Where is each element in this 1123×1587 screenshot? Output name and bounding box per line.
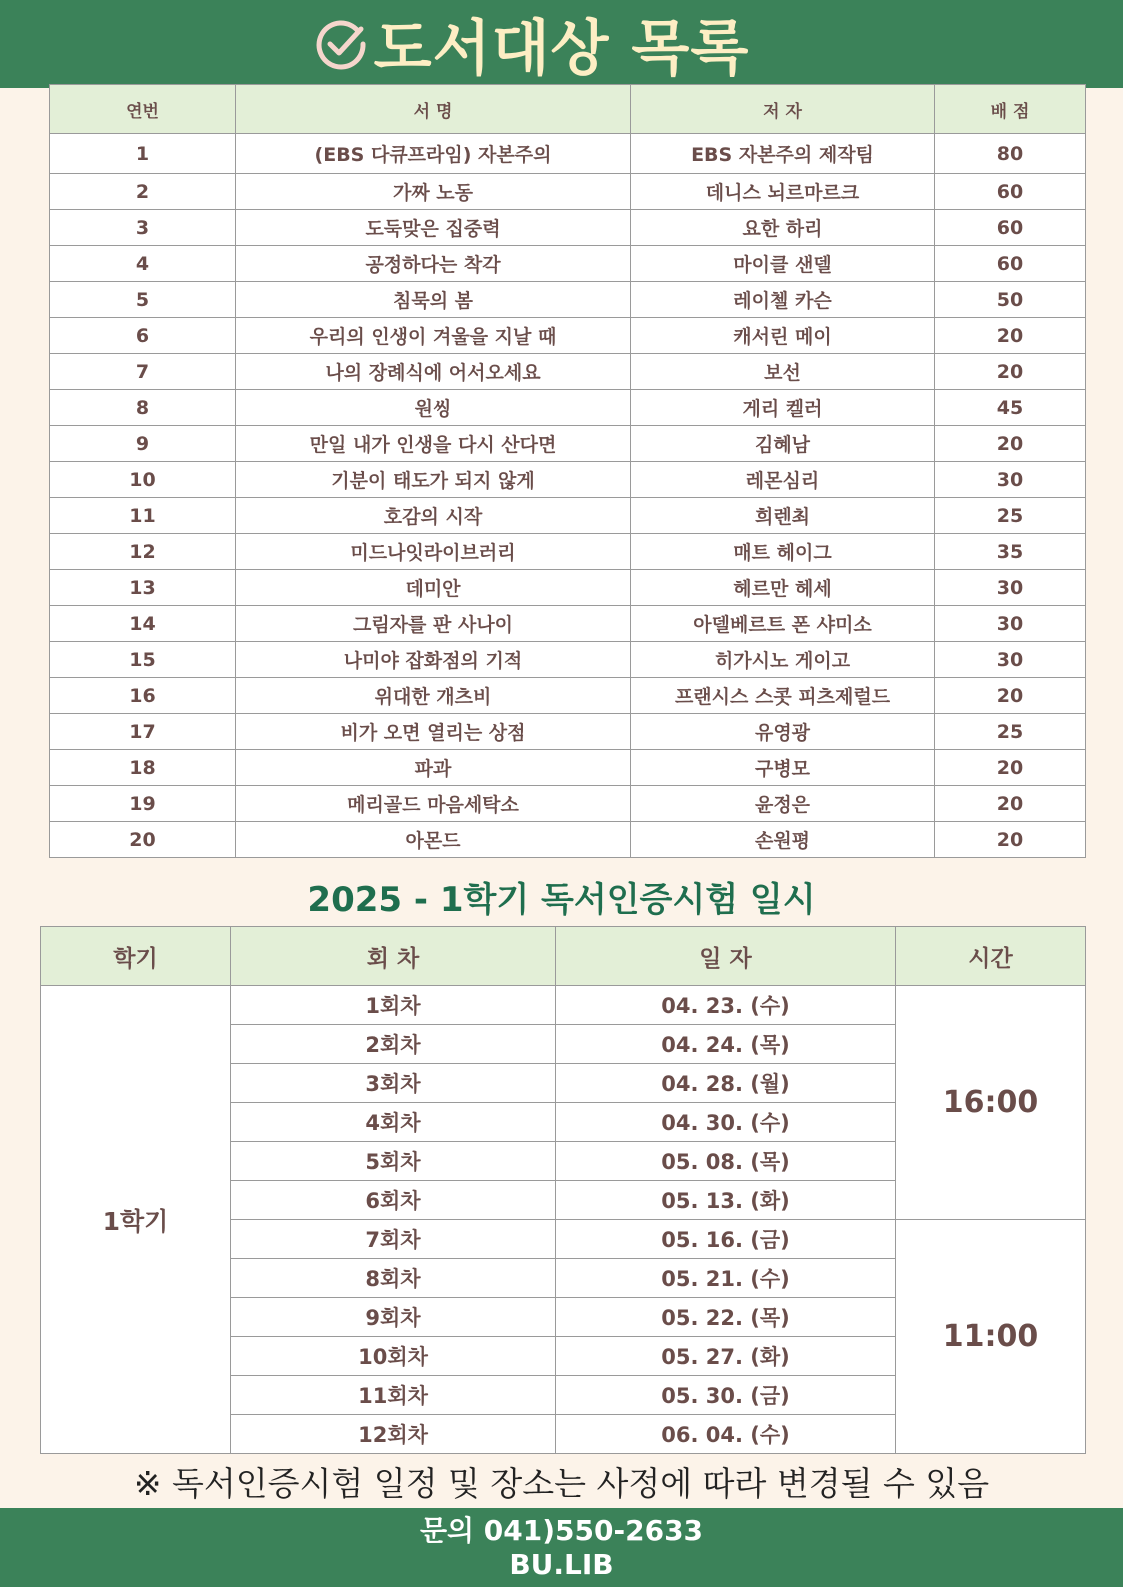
book-no: 4 bbox=[50, 246, 236, 282]
book-score: 20 bbox=[935, 426, 1086, 462]
book-author: EBS 자본주의 제작팀 bbox=[631, 134, 935, 174]
book-author: 손원평 bbox=[631, 822, 935, 858]
table-row bbox=[50, 390, 1086, 426]
exam-date: 05. 21. (수) bbox=[556, 1259, 896, 1298]
exam-round: 3회차 bbox=[231, 1064, 556, 1103]
exam-date: 05. 13. (화) bbox=[556, 1181, 896, 1220]
table-row bbox=[50, 174, 1086, 210]
exam-date: 05. 22. (목) bbox=[556, 1298, 896, 1337]
contact-phone: 문의 041)550-2633 bbox=[419, 1513, 704, 1547]
library-name: BU.LIB bbox=[509, 1547, 614, 1581]
book-score: 20 bbox=[935, 354, 1086, 390]
book-score: 20 bbox=[935, 786, 1086, 822]
exam-date: 05. 16. (금) bbox=[556, 1220, 896, 1259]
book-title: 침묵의 봄 bbox=[236, 282, 631, 318]
book-author: 레몬심리 bbox=[631, 462, 935, 498]
book-author: 헤르만 헤세 bbox=[631, 570, 935, 606]
book-no: 11 bbox=[50, 498, 236, 534]
book-title: 위대한 개츠비 bbox=[236, 678, 631, 714]
column-header-title: 서 명 bbox=[236, 85, 631, 134]
book-score: 30 bbox=[935, 570, 1086, 606]
book-no: 6 bbox=[50, 318, 236, 354]
book-no: 9 bbox=[50, 426, 236, 462]
table-row bbox=[50, 426, 1086, 462]
header-banner bbox=[0, 0, 1123, 88]
column-header-date: 일 자 bbox=[556, 927, 896, 986]
book-score: 25 bbox=[935, 714, 1086, 750]
book-no: 13 bbox=[50, 570, 236, 606]
book-author: 매트 헤이그 bbox=[631, 534, 935, 570]
exam-round: 11회차 bbox=[231, 1376, 556, 1415]
exam-round: 1회차 bbox=[231, 986, 556, 1025]
table-row bbox=[50, 678, 1086, 714]
table-row bbox=[50, 606, 1086, 642]
book-no: 18 bbox=[50, 750, 236, 786]
book-score: 20 bbox=[935, 750, 1086, 786]
book-score: 50 bbox=[935, 282, 1086, 318]
book-score: 20 bbox=[935, 318, 1086, 354]
book-author: 유영광 bbox=[631, 714, 935, 750]
column-header-no: 연번 bbox=[50, 85, 236, 134]
book-score: 60 bbox=[935, 210, 1086, 246]
schedule-notice: ※ 독서인증시험 일정 및 장소는 사정에 따라 변경될 수 있음 bbox=[133, 1464, 990, 1503]
book-title: 호감의 시작 bbox=[236, 498, 631, 534]
book-no: 16 bbox=[50, 678, 236, 714]
book-author: 김혜남 bbox=[631, 426, 935, 462]
column-header-score: 배 점 bbox=[935, 85, 1086, 134]
book-author: 레이첼 카슨 bbox=[631, 282, 935, 318]
book-author: 희렌최 bbox=[631, 498, 935, 534]
exam-round: 2회차 bbox=[231, 1025, 556, 1064]
exam-date: 05. 27. (화) bbox=[556, 1337, 896, 1376]
book-no: 3 bbox=[50, 210, 236, 246]
table-row bbox=[50, 134, 1086, 174]
book-score: 20 bbox=[935, 822, 1086, 858]
book-title: (EBS 다큐프라임) 자본주의 bbox=[236, 134, 631, 174]
exam-round: 4회차 bbox=[231, 1103, 556, 1142]
exam-round: 12회차 bbox=[231, 1415, 556, 1454]
book-author: 윤정은 bbox=[631, 786, 935, 822]
exam-time: 16:00 bbox=[896, 986, 1086, 1220]
book-list-table bbox=[49, 84, 1086, 858]
book-score: 25 bbox=[935, 498, 1086, 534]
semester-cell: 1학기 bbox=[41, 986, 231, 1454]
exam-round: 5회차 bbox=[231, 1142, 556, 1181]
book-title: 파과 bbox=[236, 750, 631, 786]
exam-schedule-table bbox=[40, 926, 1086, 1454]
column-header-author: 저 자 bbox=[631, 85, 935, 134]
table-row bbox=[50, 462, 1086, 498]
book-title: 메리골드 마음세탁소 bbox=[236, 786, 631, 822]
table-row bbox=[50, 642, 1086, 678]
book-author: 프랜시스 스콧 피츠제럴드 bbox=[631, 678, 935, 714]
table-row bbox=[50, 534, 1086, 570]
exam-round: 8회차 bbox=[231, 1259, 556, 1298]
book-author: 아델베르트 폰 샤미소 bbox=[631, 606, 935, 642]
column-header-time: 시간 bbox=[896, 927, 1086, 986]
book-title: 우리의 인생이 겨울을 지날 때 bbox=[236, 318, 631, 354]
book-title: 가짜 노동 bbox=[236, 174, 631, 210]
exam-date: 05. 08. (목) bbox=[556, 1142, 896, 1181]
book-title: 비가 오면 열리는 상점 bbox=[236, 714, 631, 750]
book-author: 마이클 샌델 bbox=[631, 246, 935, 282]
book-table-header-row bbox=[50, 85, 1086, 134]
book-no: 17 bbox=[50, 714, 236, 750]
footer-banner bbox=[0, 1508, 1123, 1587]
exam-round: 10회차 bbox=[231, 1337, 556, 1376]
book-title: 원씽 bbox=[236, 390, 631, 426]
book-title: 아몬드 bbox=[236, 822, 631, 858]
book-no: 14 bbox=[50, 606, 236, 642]
table-row bbox=[50, 822, 1086, 858]
book-title: 만일 내가 인생을 다시 산다면 bbox=[236, 426, 631, 462]
book-no: 20 bbox=[50, 822, 236, 858]
book-score: 30 bbox=[935, 642, 1086, 678]
column-header-round: 회 차 bbox=[231, 927, 556, 986]
exam-date: 04. 28. (월) bbox=[556, 1064, 896, 1103]
book-author: 데니스 뇌르마르크 bbox=[631, 174, 935, 210]
book-title: 나미야 잡화점의 기적 bbox=[236, 642, 631, 678]
book-author: 요한 하리 bbox=[631, 210, 935, 246]
book-no: 19 bbox=[50, 786, 236, 822]
book-author: 히가시노 게이고 bbox=[631, 642, 935, 678]
book-no: 12 bbox=[50, 534, 236, 570]
table-row bbox=[50, 354, 1086, 390]
book-no: 10 bbox=[50, 462, 236, 498]
book-score: 30 bbox=[935, 462, 1086, 498]
exam-date: 04. 24. (목) bbox=[556, 1025, 896, 1064]
exam-date: 04. 30. (수) bbox=[556, 1103, 896, 1142]
book-title: 도둑맞은 집중력 bbox=[236, 210, 631, 246]
book-title: 기분이 태도가 되지 않게 bbox=[236, 462, 631, 498]
table-row bbox=[50, 750, 1086, 786]
exam-round: 6회차 bbox=[231, 1181, 556, 1220]
book-score: 60 bbox=[935, 246, 1086, 282]
schedule-title: 2025 - 1학기 독서인증시험 일시 bbox=[307, 880, 816, 920]
book-title: 그림자를 판 사나이 bbox=[236, 606, 631, 642]
exam-date: 05. 30. (금) bbox=[556, 1376, 896, 1415]
book-score: 35 bbox=[935, 534, 1086, 570]
book-author: 캐서린 메이 bbox=[631, 318, 935, 354]
exam-round: 7회차 bbox=[231, 1220, 556, 1259]
book-no: 1 bbox=[50, 134, 236, 174]
book-score: 80 bbox=[935, 134, 1086, 174]
table-row bbox=[50, 498, 1086, 534]
book-score: 30 bbox=[935, 606, 1086, 642]
book-no: 8 bbox=[50, 390, 236, 426]
table-row bbox=[50, 282, 1086, 318]
table-row bbox=[41, 986, 1086, 1025]
book-score: 20 bbox=[935, 678, 1086, 714]
page-title: 도서대상 목록 bbox=[373, 14, 750, 84]
table-row bbox=[50, 714, 1086, 750]
book-author: 보선 bbox=[631, 354, 935, 390]
exam-date: 04. 23. (수) bbox=[556, 986, 896, 1025]
exam-round: 9회차 bbox=[231, 1298, 556, 1337]
table-row bbox=[50, 210, 1086, 246]
book-author: 구병모 bbox=[631, 750, 935, 786]
book-author: 게리 켈러 bbox=[631, 390, 935, 426]
book-no: 5 bbox=[50, 282, 236, 318]
book-title: 데미안 bbox=[236, 570, 631, 606]
column-header-semester: 학기 bbox=[41, 927, 231, 986]
table-row bbox=[50, 246, 1086, 282]
book-title: 미드나잇라이브러리 bbox=[236, 534, 631, 570]
book-no: 7 bbox=[50, 354, 236, 390]
book-no: 2 bbox=[50, 174, 236, 210]
exam-time: 11:00 bbox=[896, 1220, 1086, 1454]
schedule-header-row bbox=[41, 927, 1086, 986]
book-title: 나의 장례식에 어서오세요 bbox=[236, 354, 631, 390]
table-row bbox=[50, 570, 1086, 606]
book-title: 공정하다는 착각 bbox=[236, 246, 631, 282]
check-circle-icon bbox=[314, 17, 368, 71]
book-score: 60 bbox=[935, 174, 1086, 210]
table-row bbox=[50, 318, 1086, 354]
book-no: 15 bbox=[50, 642, 236, 678]
table-row bbox=[50, 786, 1086, 822]
book-score: 45 bbox=[935, 390, 1086, 426]
exam-date: 06. 04. (수) bbox=[556, 1415, 896, 1454]
